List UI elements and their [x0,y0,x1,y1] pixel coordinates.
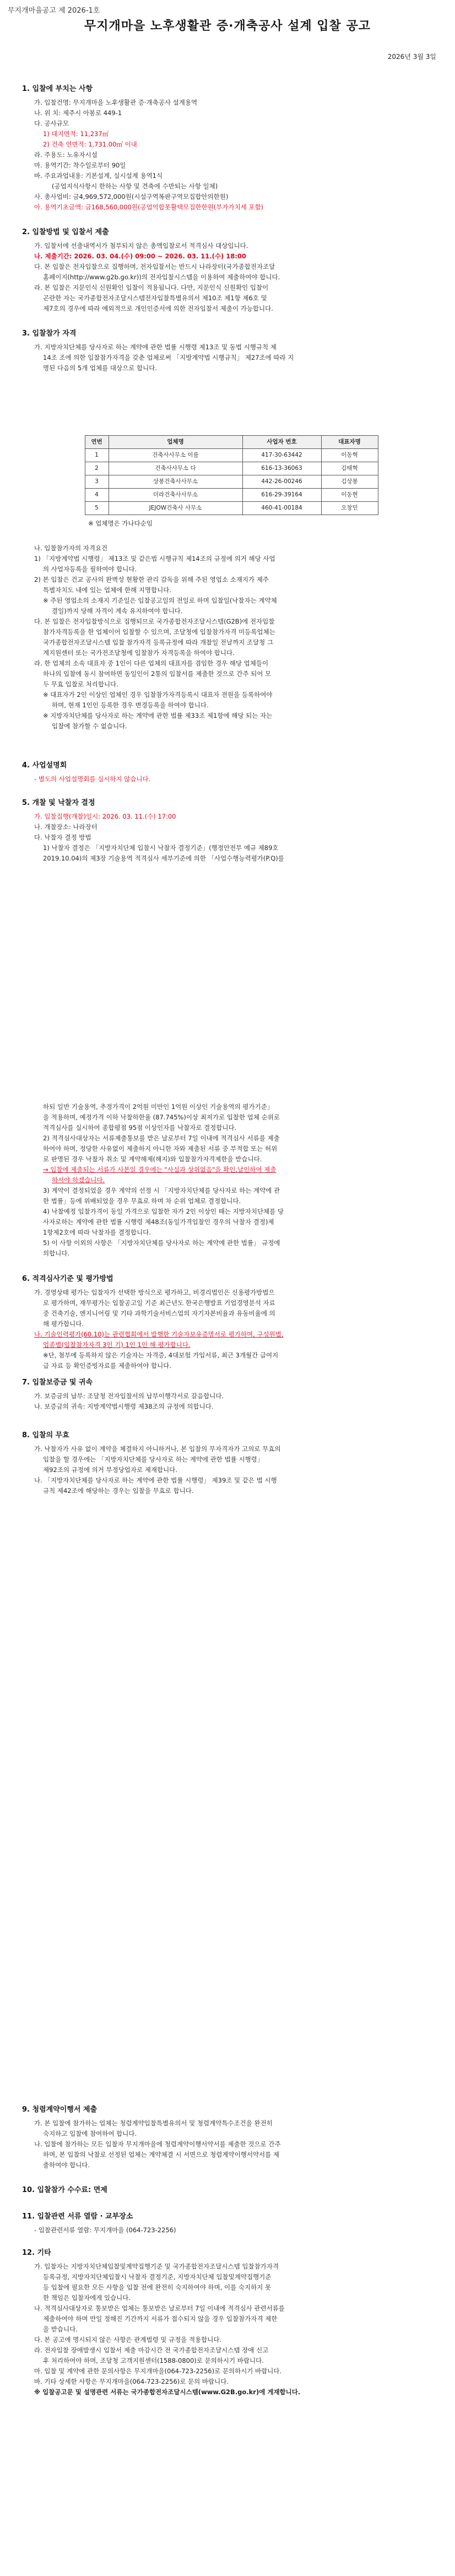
text-line: 마. 용역기간: 착수일로부터 90일 [34,161,126,169]
section-4 [22,760,441,784]
text-line: 을 받습니다. [43,2325,78,2333]
text-line: 사. 총사업비: 금4,969,572,000원(시설구역복판구역모집합안의한원) [34,193,229,201]
text-line: 한 책임은 입찰자에게 있습니다. [43,2294,131,2302]
cell: 2 [85,462,109,475]
text-line: 4) 낙찰예정 입찰가격이 동일 가격으로 입찰한 자가 2인 이상인 때는 지방자치단체를 당 [43,1208,284,1215]
cell: 417-30-63442 [242,449,321,462]
cell: 김태혁 [321,462,378,475]
text-line: 등 입찰에 필요한 모든 사항을 입찰 전에 완전히 숙지하여야 하며, 이를 숙지하지 못 [43,2283,272,2291]
text-line: 2) 적격심사대상자는 서류제출통보를 받은 날로부터 7일 이내에 적격심사 서류를 제출 [43,1134,280,1142]
notice-date: 2026년 3월 3일 [387,53,436,61]
text-line: 다. 공사규모 [34,120,69,127]
text-line: 두 무효 입찰로 처리합니다. [43,680,118,688]
text-line: 가. 입찰건명: 무지개마을 노후생활관 증·개축공사 설계용역 [34,99,198,106]
page-title: 무지개마을 노후생활관 증·개축공사 설계 입찰 공고 [84,19,371,33]
text-line: 라. 주용도: 노유자시설 [34,151,98,159]
text-line[interactable]: ※ 입찰공고문 및 설명관련 서류는 국가종합전자조달시스템(www.G2B.go.kr)에 게재합니다. [34,2388,301,2396]
cell: 460-41-00184 [242,502,321,515]
col-header: 대표자명 [321,436,378,449]
table-row [85,449,378,462]
table-row [85,502,378,515]
text-line: 바. 기타 상세한 사항은 무지개마을(064-723-2256)로 문의 바랍니다. [34,2378,229,2385]
text-line: 가. 지방자치단체를 당사자로 하는 계약에 관한 법률 시행령 제13조 및 동법 시행규칙 제 [34,343,277,351]
text-line: 특별자치도 내에 있는 업체에 한해 지명합니다. [43,586,172,594]
text-line: 참가자격등록을 한 업체이어 입찰할 수 있으며, 조달청에 입찰참가자격 미등록업체는 [43,628,275,636]
text-line: 나. 보증금의 귀속: 지방계약법시행령 제38조의 규정에 의합니다. [34,1403,214,1410]
text-line: 가. 낙찰자가 사유 없이 계약을 체결하지 아니하거나, 본 입찰의 무자격자가 고의로 무효의 [34,1445,281,1453]
section-2 [22,227,441,314]
text-line: 숙지하고 입찰에 참여하여 합니다. [43,2130,137,2137]
text-line[interactable]: 홈페이지(http://www.g2b.go.kr))의 전자입찰시스템을 이용하여 제출하여야 합니다. [43,273,280,281]
text-line: ※ 대표자가 2인 이상인 업체인 경우 입찰참가자격등록시 대표자 전원을 등록하여야 [43,691,273,699]
text-line: 후 처리하여야 하며, 조달청 고객지원센터(1588-0800)로 문의하시기 바랍니다. [43,2357,264,2364]
text-line: ※ 주된 영업소의 소재지 기준일은 입찰공고일의 전일로 하며 입찰일(낙찰자는 계약체 [43,597,277,604]
text-line: - 별도의 사업설명회를 실시하지 않습니다. [34,775,151,783]
text-line: 한 법률」등에 위배되었을 경우 무효로 하며 차 순위 업체로 결정합니다. [43,1197,241,1205]
text-line: 제출하여야 하며 만일 정해진 기간까지 서류가 접수되지 않을 경우 입찰참가자격 제한 [43,2315,278,2323]
table-note: ※ 업체명은 가나다순임 [88,519,153,527]
text-line: 나. 기술인력평가(60.10)는 관련협회에서 발행한 기술자보유증명서로 평가하며, 구성원별, [34,1330,284,1338]
text-line: 2019.10.04)의 제3장 기술용역 적격심사 세부기준에 의한 「사업수행능력평가(P.Q)를 [43,854,284,862]
cell: 건축사사무소 다 [109,462,242,475]
cell: 616-29-39164 [242,489,321,502]
section-5-continued [22,1102,441,1259]
table-row [85,475,378,489]
text-line: 나. 입찰에 참가하는 모든 입찰자 무지개마을에 청렴계약이행서약서를 제출한 것으로 간주 [34,2140,281,2148]
text-line: 라. 전자입찰 장애발생시 입찰서 제출 마감시간 전 국가종합전자조달시스템 장애 신고 [34,2346,269,2354]
section-3-qualifications [22,543,441,732]
text-line: 나. 제출기간: 2026. 03. 04.(수) 09:00 ~ 2026. 03. 11.(수) 18:00 [34,252,246,260]
text-line: 2) 건축 연면적: 1,731.00㎡ 이내 [43,140,137,148]
text-line: 나. 위 치: 제주시 아봉로 449-1 [34,109,122,117]
text-line: 14조 조에 의한 입찰참가자격을 갖춘 업체로써 「지방계약법 시행규칙」 제27조에 따라 지 [43,354,294,361]
section-heading: 7. 입찰보증금 및 귀속 [22,1378,93,1387]
cell: 오창민 [321,502,378,515]
table-row [85,462,378,475]
section-heading: 2. 입찰방법 및 입찰서 제출 [22,228,109,236]
text-line: 2) 본 입찰은 건교 공사의 완벽성 현황한 관리 감독을 위해 주된 영업소 소재지가 제주 [34,576,269,583]
section-8 [22,1430,441,1496]
cell: 더라건축사사무소 [109,489,242,502]
section-heading: 8. 입찰의 무효 [22,1431,69,1439]
cell: 건축사사무소 이름 [109,449,242,462]
cell: 이동현 [321,489,378,502]
text-line: (공업지식사항시 한하는 사항 및 견축에 수반되는 사항 일체) [52,182,218,190]
section-heading: 12. 기타 [22,2249,51,2257]
section-heading: 5. 개찰 및 낙찰자 결정 [22,799,95,807]
text-line: 1) 낙찰자 결정은 「지방자치단체 입찰시 낙찰자 결정기준」(행정안전부 예규 제89호 [43,844,279,852]
text-line: 다. 본 공고에 명시되지 않은 사항은 관계법령 및 규정을 적용합니다. [34,2336,222,2344]
section-heading: 4. 사업설명회 [22,761,67,770]
text-line: 국가종합전자조달시스템 입찰 참가자격 등록규정에 따라 개찰일 전날까지 조달청 그 [43,638,274,646]
col-header: 사업자 번호 [242,436,321,449]
text-line: 을 적용하며, 예정가격 이하 낙찰하한율 (87.745%)이상 최저가로 입찰한 업체 순위로 [43,1113,280,1121]
cell: 상봉건축사사무소 [109,475,242,489]
text-line: 출하여야 합니다. [43,2161,90,2169]
cell: 5 [85,502,109,515]
cell: 이동혁 [321,449,378,462]
text-line: 하나의 입찰에 동시 참여하면 동일인이 2통의 입찰서를 제출한 것으로 간주 되어 모 [43,670,272,678]
text-line: - 입찰관련서류 열람: 무지개마을 (064-723-2256) [34,2226,176,2234]
text-line: 계지원센터 또는 국가전조달청에 입찰참가 자격등록을 하여야 합니다. [43,649,235,657]
text-line: 결일)까지 당해 자격이 계속 유지하여야 합니다. [52,607,183,615]
section-11 [22,2211,441,2236]
text-line: 해 평가합니다. [43,1320,84,1328]
text-line: 라. 한 업체의 소속 대표자 중 1인이 다른 업체의 대표자를 겸임한 경우 해당 업체들이 [34,659,269,667]
cell: 616-13-36063 [242,462,321,475]
text-line: 마. 입찰 및 계약에 관한 문의사항은 무지개마을(064-723-2256)로 문의하시기 바랍니다. [34,2367,282,2375]
text-line: 나. 입찰참가자의 자격요건 [34,544,108,552]
text-line: 등록규정, 지방자치단체입찰시 낙찰자 결정기준, 지방자치단체 입찰및계약집행기준 [43,2273,272,2281]
text-line: 제92조의 규정에 의거 부정당업자로 제재합니다. [43,1466,177,1474]
col-header: 업체명 [109,436,242,449]
text-line: 나. 개찰장소: 나라장터 [34,823,98,831]
text-line: 가. 본 입찰에 참가하는 업체는 청렴계약입찰특별유의서 및 청렴계약특수조건을 완전히 [34,2119,273,2127]
text-line: 가. 보증금의 납부: 조달청 전자입찰서의 납부이행각서로 갈음합니다. [34,1392,224,1400]
section-heading: 1. 입찰에 부치는 사항 [22,85,93,93]
cell: 442-26-00246 [242,475,321,489]
text-line: ※단, 첨부에 등록하지 않은 기술자는 자격증, 4대보험 가입서류, 최근 3개월간 급여지 [43,1351,279,1359]
cell: 4 [85,489,109,502]
text-line: 업종별(입찰참가자격 3인 기) 1인 1인 해 평가합니다. [43,1341,191,1349]
text-line: 의합니다. [43,1249,70,1257]
section-12 [22,2248,441,2398]
cell: 1 [85,449,109,462]
text-line: 제7호의 경우에 따라 예외적으로 개인인증서에 의한 전자입찰서 제출이 가능합니다. [43,305,273,312]
section-5 [22,798,441,864]
text-line: 규칙 제42조에 해당하는 경우는 입찰을 무효로 합니다. [43,1487,194,1495]
text-line: 입찰에 참가할 수 없습니다. [52,722,127,730]
text-line: 적격심사를 실시하여 종합평점 95점 이상인자를 낙찰자로 결정합니다. [43,1124,237,1132]
section-heading: 3. 입찰참가 자격 [22,329,77,338]
section-7 [22,1377,441,1412]
text-line: 가. 입찰집행(개찰)일시: 2026. 03. 11.(수) 17:00 [34,813,176,820]
text-line: 중 건축기술, 엔지니어링 및 기타 과학기술서비스업의 자기자본비율과 유동비율에 의 [43,1309,275,1317]
text-line: 1) 대지면적: 11,237㎡ [43,130,109,138]
text-line: 나. 「지방자치단체를 당사자로 하는 계약에 관한 법률 시행령」 제39조 및 같은 법 시행 [34,1476,277,1484]
section-9 [22,2104,441,2171]
text-line: 다. 본 입찰은 전자입찰방식으로 집행되므로 국가종합전자조달시스템(G2B)에 전자입찰 [34,618,275,625]
text-line: 나. 적격심사대상자로 통보받은 업체는 통보받은 날로부터 7일 이내에 적격심사 관련서류를 [34,2304,285,2312]
text-line: 하며, 현재 1인인 등록한 경우 변경등록을 하여야 합니다. [52,701,209,709]
text-line: 하며, 본 입찰의 낙찰로 선정된 업체는 계약체결 시 서면으로 청렴계약이행서약서를 제 [43,2151,280,2158]
section-heading: 11. 입찰관련 서류 열람 · 교부장소 [22,2212,133,2221]
text-line: 3) 계약이 결정되었을 경우 계약의 선정 시 「지방자치단체를 당사자로 하는 계약에 관 [43,1187,280,1194]
text-line: 라. 본 입찰은 지문인식 신원확인 입찰이 적용됩니다. 다만, 지문인식 신원확인 입찰이 [34,284,269,291]
text-line: 급 자료 등 확인증빙자료를 제출하여야 합니다. [43,1362,172,1370]
text-line: 로 평가하며, 재무평가는 입찰공고일 기준 최근년도 한국은행발표 기업경영분석 자료 [43,1299,275,1307]
text-line: 가. 경영상태 평가는 입찰자가 선택한 방식으로 평가하고, 비경리법인은 신용평가방법으 [34,1289,275,1296]
text-line: 명된 다음의 5개 업체를 대상으로 합니다. [43,364,157,372]
text-line: 5) 이 사항 이외의 사항은 「지방자치단체를 당사자로 하는 계약에 관한 법률」 규정에 [43,1239,280,1247]
text-line: 사자로하는 계약에 관한 법률 시행령 제48조(동일가격입찰인 경우의 낙찰자 결정)제 [43,1218,274,1226]
text-line: 아. 용역기초금액: 금168,560,000원(공업억합못활택모집한한원(부가가치세 포함) [34,203,264,211]
text-line: 다. 본 입찰은 전자입찰으로 집행하며, 전자입찰서는 반드시 나라장터(국가종합전자조달 [34,263,275,270]
section-heading: 6. 적격심사기준 및 평가방법 [22,1275,113,1283]
section-heading: 10. 입찰참가 수수료: 면제 [22,2186,107,2194]
text-line: 바. 주요과업내용: 기본설계, 실시설계 용역1식 [34,172,163,180]
section-heading: 9. 청렴계약이행서 제출 [22,2106,98,2114]
company-table-wrapper [22,435,441,529]
text-line: 의 사업자등록을 필하여야 합니다. [43,565,137,573]
section-10 [22,2185,441,2199]
text-line: 곤란한 자는 국가종합전자조달시스템전자입찰특별유의서 제10조 제1항 제6호 및 [43,294,267,302]
text-line: ※ 지방자치단체를 당사자로 하는 계약에 관한 법률 제33조 제1항에 해당 되는 자는 [43,712,273,719]
text-line: 1) 「지방계약법 시행령」 제13조 및 같은법 시행규칙 제14조의 규정에 의거 해당 사업 [34,555,275,562]
text-line: 하셔야 하겠습니다. [52,1176,105,1184]
col-header: 연번 [85,436,109,449]
notice-number: 무지개마을공고 제 2026-1호 [8,7,100,15]
text-line: 가. 입찰자는 지방자치단체입찰및계약집행기준 및 국가종합전자조달시스템 입찰참가자격 [34,2263,279,2270]
table-header-row [85,436,378,449]
section-3 [22,328,441,374]
cell: 김상봉 [321,475,378,489]
section-1 [22,84,441,213]
section-6 [22,1274,441,1371]
text-line: 하여야 하며, 정당한 사유없이 제출하지 아니한 자와 제출된 서류 중 부적합 또는 허위 [43,1145,278,1152]
company-table [85,435,378,515]
text-line: → 입찰에 제출되는 서류가 사본일 경우에는 "사실과 상위없음"을 확인,날인하여 제출 [43,1166,277,1173]
text-line: 하되 일반 기술용역, 추정가격이 2억원 미만인 1억원 이상인 기술용역의 평가기준」 [43,1103,274,1111]
text-line: 입찰을 할 경우에는 「지방자치단체를 당사자로 하는 계약에 관한 법률 시행령」 [43,1455,264,1463]
text-line: 다. 낙찰자 결정 방법 [34,834,91,841]
text-line: 가. 입찰서에 선출내역서가 첨부되지 않은 총액입찰로서 적격심사 대상입니다. [34,242,248,250]
text-line: 1항제2호에 따라 낙찰자를 결정합니다. [43,1229,151,1236]
text-line: 로 판명된 경우 낙찰자 취소 및 계약해제(해지)와 입찰참가자격제한을 받습니다. [43,1155,262,1163]
cell: JEJOW건축사 사무소 [109,502,242,515]
table-row [85,489,378,502]
cell: 3 [85,475,109,489]
